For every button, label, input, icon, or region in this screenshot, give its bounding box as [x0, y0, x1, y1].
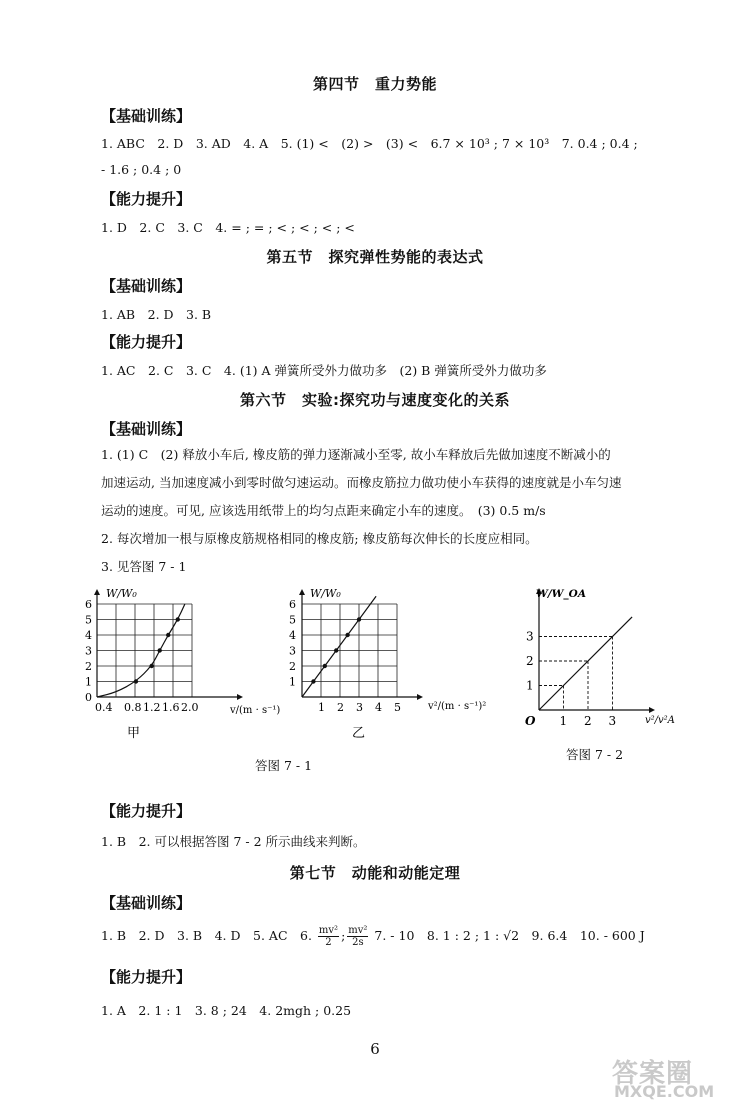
- chart-b-y-tick-label: 1: [289, 675, 296, 689]
- chart-c-xlabel: v²/v²A: [645, 715, 675, 726]
- chart-b-x-tick-label: 3: [356, 701, 363, 714]
- chart-b-y-tick-label: 6: [289, 598, 296, 611]
- section-7-adv-line1: 1. A 2. 1 : 1 3. 8 ; 24 4. 2mgh ; 0.25: [101, 1003, 352, 1018]
- chart-a: [85, 587, 280, 741]
- section-6-adv-line1: 1. B 2. 可以根据答图 7 - 2 所示曲线来判断。: [101, 834, 366, 849]
- chart-b-x-tick-label: 1: [318, 701, 325, 714]
- section-5-title: 第五节 探究弹性势能的表达式: [266, 248, 484, 266]
- chart-b-ylabel: W/W₀: [310, 587, 341, 600]
- section-7-adv-label: 【能力提升】: [101, 968, 192, 986]
- chart-a-y-tick-label: 6: [85, 598, 92, 611]
- chart-a-y-tick-label: 1: [85, 675, 92, 689]
- chart-a-x-tick-label: 2.0: [181, 701, 199, 714]
- section-4-basic-line1: 1. ABC 2. D 3. AD 4. A 5. (1) < (2) > (3) < 6.7 × 10³ ; 7 × 10³ 7. 0.4 ; 0.4 ;: [101, 136, 638, 151]
- chart-c: [525, 588, 675, 728]
- chart-b-y-tick-label: 5: [289, 613, 296, 627]
- section-5-basic-line1: 1. AB 2. D 3. B: [101, 307, 212, 322]
- fraction-1-den: 2: [325, 937, 332, 948]
- section-4-basic-label: 【基础训练】: [101, 107, 192, 125]
- section-5-adv-line1: 1. AC 2. C 3. C 4. (1) A 弹簧所受外力做功多 (2) B 弹簧所受外力做功多: [101, 363, 547, 378]
- watermark-logo: 答案圈: [612, 1059, 694, 1089]
- section-6-q1-line1: 1. (1) C (2) 释放小车后, 橡皮筋的弹力逐渐减小至零, 故小车释放后先做加速度不断减小的: [101, 447, 611, 462]
- chart-b: [289, 587, 486, 741]
- section-7-title: 第七节 动能和动能定理: [289, 864, 461, 882]
- chart-b-x-tick-label: 2: [337, 701, 344, 714]
- section-7-basic-post: 7. - 10 8. 1 : 2 ; 1 : √2 9. 6.4 10. - 600 J: [374, 928, 645, 943]
- section-6-q1-line3: 运动的速度。可见, 应该选用纸带上的均匀点距来确定小车的速度。 (3) 0.5 m/s: [101, 503, 546, 518]
- section-4-title: 第四节 重力势能: [312, 75, 437, 93]
- section-5-basic-label: 【基础训练】: [101, 277, 192, 295]
- chart-c-x-tick-label: 2: [584, 714, 592, 728]
- chart-a-x-tick-label: 0.4: [95, 701, 113, 714]
- section-4-basic-line2: - 1.6 ; 0.4 ; 0: [101, 162, 182, 177]
- chart-a-xlabel: v/(m · s⁻¹): [230, 705, 281, 716]
- chart-a-x-tick-label: 1.6: [162, 701, 180, 714]
- chart-b-xlabel: v²/(m · s⁻¹)²: [428, 701, 487, 712]
- fraction-1: [318, 925, 339, 948]
- chart-a-x-arrow: [237, 694, 243, 700]
- fraction-1-num: mv²: [318, 925, 339, 936]
- watermark-url: MXQE.COM: [614, 1082, 715, 1101]
- chart-c-x-tick-label: 3: [608, 714, 617, 728]
- chart-b-y-tick-label: 3: [289, 644, 296, 658]
- fraction-2-den: 2s: [352, 937, 364, 948]
- chart-b-y-tick-label: 4: [289, 629, 296, 642]
- section-4-adv-label: 【能力提升】: [101, 190, 192, 208]
- chart-a-y-tick-label: 5: [85, 613, 92, 627]
- section-6-q1-line2: 加速运动, 当加速度减小到零时做匀速运动。而橡皮筋拉力做功使小车获得的速度就是小车匀速: [101, 475, 622, 490]
- figure-7-1-caption: 答图 7 - 1: [255, 758, 313, 773]
- chart-a-sublabel: 甲: [127, 726, 141, 741]
- chart-a-x-ticks: [95, 701, 199, 714]
- page-number: 6: [370, 1040, 380, 1058]
- chart-a-y-ticks: [85, 598, 92, 704]
- chart-c-y-tick-label: 1: [526, 678, 534, 693]
- chart-c-y-tick-label: 2: [526, 654, 534, 668]
- chart-a-x-tick-label: 0.8: [124, 701, 142, 714]
- chart-a-point: [166, 633, 170, 637]
- chart-c-y-tick-label: 3: [526, 629, 534, 644]
- fraction-2-num: mv²: [348, 925, 368, 936]
- chart-c-ylabel: W/W_OA: [536, 588, 586, 600]
- chart-a-x-tick-label: 1.2: [143, 701, 161, 714]
- fraction-2: [347, 925, 368, 948]
- chart-b-y-arrow: [299, 589, 305, 595]
- chart-c-x-ticks: [560, 714, 617, 728]
- chart-a-ylabel: W/W₀: [106, 587, 137, 600]
- chart-b-grid: [302, 604, 397, 697]
- chart-b-point: [334, 648, 338, 652]
- chart-b-x-ticks: [318, 701, 401, 714]
- chart-c-line: [539, 617, 632, 710]
- section-6-basic-label: 【基础训练】: [101, 420, 192, 438]
- chart-a-y-tick-label: 0: [85, 691, 92, 704]
- chart-b-point: [345, 633, 349, 637]
- chart-b-point: [323, 664, 327, 668]
- chart-c-y-ticks: [526, 630, 534, 693]
- chart-c-x-tick-label: 1: [559, 714, 568, 728]
- chart-b-y-ticks: [289, 598, 296, 689]
- chart-a-point: [158, 648, 162, 652]
- section-6-q3: 3. 见答图 7 - 1: [101, 559, 187, 574]
- chart-b-x-tick-label: 4: [375, 701, 382, 714]
- section-6-q2: 2. 每次增加一根与原橡皮筋规格相同的橡皮筋; 橡皮筋每次伸长的长度应相同。: [101, 531, 538, 546]
- chart-b-sublabel: 乙: [352, 726, 366, 741]
- chart-a-point: [134, 679, 138, 683]
- chart-a-point: [149, 664, 153, 668]
- section-4-adv-line1: 1. D 2. C 3. C 4. = ; = ; < ; < ; < ; <: [101, 220, 355, 235]
- chart-a-y-arrow: [94, 589, 100, 595]
- section-6-title: 第六节 实验:探究功与速度变化的关系: [239, 391, 510, 409]
- chart-a-point: [176, 617, 180, 621]
- section-7-basic-label: 【基础训练】: [101, 894, 192, 912]
- chart-c-origin: O: [525, 714, 536, 728]
- section-5-adv-label: 【能力提升】: [101, 333, 192, 351]
- section-6-adv-label: 【能力提升】: [101, 802, 192, 820]
- chart-a-y-tick-label: 3: [85, 644, 92, 658]
- chart-b-x-arrow: [417, 694, 423, 700]
- chart-b-y-tick-label: 2: [289, 660, 296, 673]
- chart-c-x-arrow: [649, 707, 655, 713]
- chart-b-point: [311, 679, 315, 683]
- chart-a-y-tick-label: 4: [85, 629, 92, 642]
- chart-b-point: [357, 617, 361, 621]
- chart-b-x-tick-label: 5: [394, 701, 401, 714]
- figure-7-2-caption: 答图 7 - 2: [566, 747, 624, 762]
- section-7-basic-line1: 1. B 2. D 3. B 4. D 5. AC 6. $\frac{\text{mv²}}{2}$ ; $\frac{\text{mv²}}{2s}$ 7. - 10 8. 1 : 2 ; 1 : √2 9. 6.4 10. - 600 J: [101, 925, 645, 948]
- section-7-basic-pre: 1. B 2. D 3. B 4. D 5. AC 6.: [101, 928, 312, 943]
- chart-a-y-tick-label: 2: [85, 660, 92, 673]
